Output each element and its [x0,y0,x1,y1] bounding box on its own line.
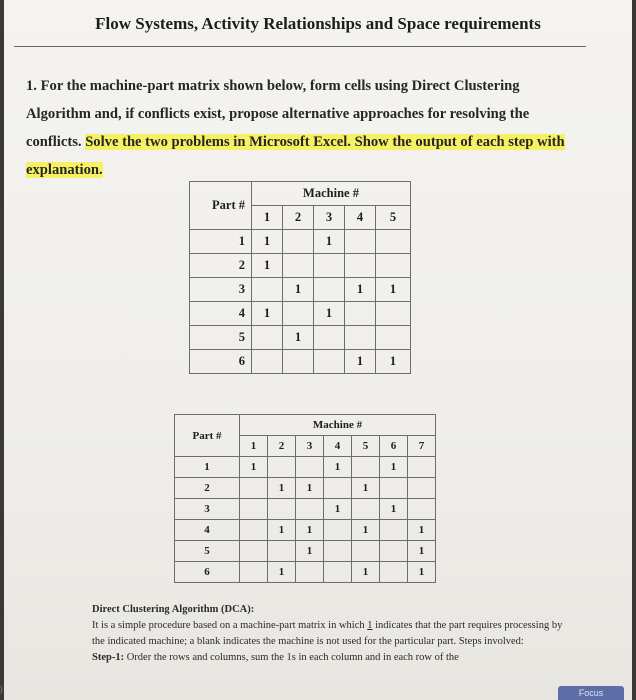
part-number: 1 [190,230,252,254]
machine-number: 1 [252,206,283,230]
matrix-cell [408,478,436,499]
matrix-cell [408,499,436,520]
matrix-cell [345,254,376,278]
question-text: For the machine-part matrix shown below, form cells using Direct Clustering Algorithm and, if conflicts exist, propose alternative approaches for resolving the conflicts. [26,78,530,150]
matrix-cell [380,541,408,562]
part-number: 2 [175,478,240,499]
machine-header: Machine # [240,415,436,436]
dca-text-a: It is a simple procedure based on a machine-part matrix in which [92,620,365,631]
dca-step-text: Order the rows and columns, sum the 1s in each column and in each row of the [126,652,459,663]
table-row [175,478,436,499]
matrix-cell [314,350,345,374]
matrix-cell [252,326,283,350]
question-1 [26,72,586,184]
matrix-cell [376,326,411,350]
part-number: 4 [175,520,240,541]
matrix-cell [283,302,314,326]
table-row [175,541,436,562]
focus-button[interactable]: Focus [558,686,624,700]
matrix-cell [324,520,352,541]
dca-underlined-one: 1 [367,620,373,631]
part-number: 5 [175,541,240,562]
matrix-cell: 1 [240,457,268,478]
matrix-cell [240,499,268,520]
dca-step-label: Step-1: [92,652,125,663]
machine-number: 3 [314,206,345,230]
matrix-cell: 1 [408,520,436,541]
matrix-cell: 1 [252,302,283,326]
table-row [175,457,436,478]
matrix-cell: 1 [380,499,408,520]
machine-number: 7 [408,436,436,457]
part-header: Part # [175,415,240,457]
dca-title: Direct Clustering Algorithm (DCA): [92,604,255,615]
matrix-cell: 1 [380,457,408,478]
matrix-cell [352,457,380,478]
dca-section [92,602,572,666]
matrix-cell [352,499,380,520]
dca-step-1 [92,650,572,666]
machine-number: 4 [324,436,352,457]
page-title: Flow Systems, Activity Relationships and Space requirements [95,14,541,33]
part-number: 2 [190,254,252,278]
part-header: Part # [190,182,252,230]
matrix-cell [283,230,314,254]
part-number: 1 [175,457,240,478]
matrix-cell [296,562,324,583]
matrix-cell [268,541,296,562]
matrix-cell: 1 [345,278,376,302]
dca-description [92,618,572,650]
table-row [175,562,436,583]
matrix-cell [345,326,376,350]
question-number: 1. [26,78,37,94]
matrix-cell [268,457,296,478]
matrix-cell: 1 [345,350,376,374]
matrix-cell [380,520,408,541]
matrix-cell [380,478,408,499]
part-number: 4 [190,302,252,326]
table-row [190,302,411,326]
title-divider [14,46,586,47]
matrix-cell: 1 [296,541,324,562]
matrix-cell [352,541,380,562]
table-row [190,278,411,302]
machine-part-matrix-2 [174,414,436,583]
table-row [190,230,411,254]
matrix-cell: 1 [252,254,283,278]
matrix-cell [380,562,408,583]
matrix-cell: 1 [376,278,411,302]
matrix-cell: 1 [314,230,345,254]
matrix-cell: 1 [252,230,283,254]
machine-number: 2 [283,206,314,230]
matrix-cell: 1 [324,499,352,520]
corner-mark: ) [0,685,3,694]
part-number: 6 [175,562,240,583]
matrix-cell: 1 [283,326,314,350]
matrix-cell: 1 [324,457,352,478]
matrix-cell [408,457,436,478]
matrix-cell [240,562,268,583]
matrix-cell [314,278,345,302]
matrix-cell: 1 [314,302,345,326]
matrix-cell [324,478,352,499]
matrix-cell [345,302,376,326]
matrix-cell [268,499,296,520]
matrix-cell: 1 [283,278,314,302]
matrix-cell: 1 [352,520,380,541]
table-row [190,326,411,350]
table-row [190,254,411,278]
table-row [190,350,411,374]
matrix-cell [376,230,411,254]
matrix-cell [314,254,345,278]
matrix-cell: 1 [408,562,436,583]
part-number: 5 [190,326,252,350]
part-number: 3 [190,278,252,302]
matrix-cell [324,562,352,583]
matrix-cell [345,230,376,254]
matrix-cell [252,278,283,302]
matrix-cell [252,350,283,374]
document-page [4,0,632,700]
machine-number: 2 [268,436,296,457]
matrix-cell [324,541,352,562]
matrix-cell: 1 [352,478,380,499]
matrix-cell [283,254,314,278]
machine-part-matrix-1 [189,181,411,374]
machine-number: 4 [345,206,376,230]
matrix-cell: 1 [268,520,296,541]
matrix-cell [376,254,411,278]
table-row [175,520,436,541]
part-number: 6 [190,350,252,374]
matrix-cell [240,478,268,499]
matrix-cell: 1 [268,562,296,583]
matrix-cell [314,326,345,350]
matrix-cell [240,541,268,562]
machine-number: 1 [240,436,268,457]
matrix-cell: 1 [296,478,324,499]
machine-header: Machine # [252,182,411,206]
matrix-cell [296,457,324,478]
dca-text-b: indicates that the part requires processing by the indicated machine; a blank indicates the machine is not used for the particular part. Steps involved: [92,620,563,647]
machine-number: 5 [376,206,411,230]
table-row [175,499,436,520]
matrix-cell [376,302,411,326]
matrix-cell [240,520,268,541]
matrix-cell: 1 [352,562,380,583]
machine-number: 6 [380,436,408,457]
machine-number: 5 [352,436,380,457]
matrix-cell [283,350,314,374]
matrix-cell: 1 [268,478,296,499]
part-number: 3 [175,499,240,520]
matrix-cell: 1 [408,541,436,562]
matrix-cell: 1 [376,350,411,374]
matrix-cell: 1 [296,520,324,541]
highlighted-instruction: Solve the two problems in Microsoft Excel. Show the output of each step with explanation. [26,134,565,178]
machine-number: 3 [296,436,324,457]
matrix-cell [296,499,324,520]
